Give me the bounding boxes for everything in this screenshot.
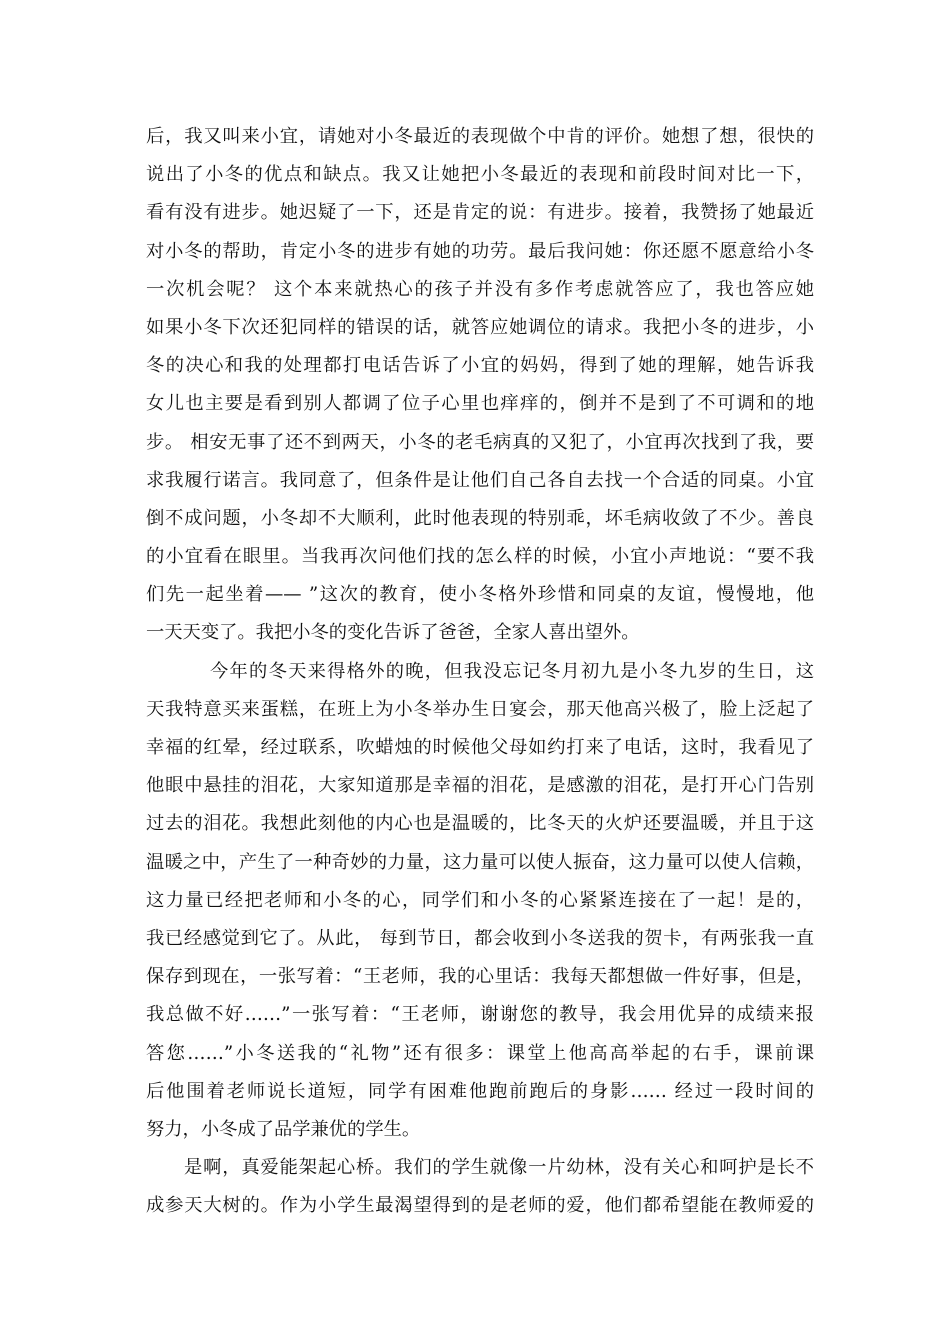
text-line: 今年的冬天来得格外的晚，但我没忘记冬月初九是小冬九岁的生日，这 bbox=[210, 660, 814, 682]
text-line: 说出了小冬的优点和缺点。我又让她把小冬最近的表现和前段时间对比一下， bbox=[146, 164, 814, 186]
text-line: 一天天变了。我把小冬的变化告诉了爸爸，全家人喜出望外。 bbox=[146, 622, 640, 644]
text-line: 步。 相安无事了还不到两天，小冬的老毛病真的又犯了，小宜再次找到了我，要 bbox=[146, 431, 814, 453]
text-line: 过去的泪花。我想此刻他的内心也是温暖的，比冬天的火炉还要温暖，并且于这 bbox=[146, 813, 814, 835]
text-line: 温暖之中，产生了一种奇妙的力量，这力量可以使人振奋，这力量可以使人信赖， bbox=[146, 851, 814, 873]
text-line: 对小冬的帮助，肯定小冬的进步有她的功劳。最后我问她：你还愿不愿意给小冬 bbox=[146, 240, 814, 262]
text-line: 冬的决心和我的处理都打电话告诉了小宜的妈妈，得到了她的理解，她告诉我 bbox=[146, 355, 814, 377]
text-line: 他眼中悬挂的泪花，大家知道那是幸福的泪花，是感激的泪花，是打开心门告别 bbox=[146, 775, 814, 797]
text-line: 后他围着老师说长道短，同学有困难他跑前跑后的身影…… 经过一段时间的 bbox=[146, 1080, 814, 1102]
text-line: 求我履行诺言。我同意了，但条件是让他们自己各自去找一个合适的同桌。小宜 bbox=[146, 469, 814, 491]
text-line: 这力量已经把老师和小冬的心，同学们和小冬的心紧紧连接在了一起！是的， bbox=[146, 889, 814, 911]
text-line: 努力，小冬成了品学兼优的学生。 bbox=[146, 1118, 421, 1140]
text-line: 的小宜看在眼里。当我再次问他们找的怎么样的时候，小宜小声地说：“要不我 bbox=[146, 546, 814, 568]
text-line: 答您……”小冬送我的“礼物”还有很多：课堂上他高高举起的右手，课前课 bbox=[146, 1042, 814, 1064]
paragraph-3 bbox=[146, 1149, 814, 1225]
text-line: 倒不成问题，小冬却不大顺利，此时他表现的特别乖，坏毛病收敛了不少。善良 bbox=[146, 507, 814, 529]
text-line: 是啊，真爱能架起心桥。我们的学生就像一片幼林，没有关心和呵护是长不 bbox=[184, 1157, 814, 1179]
text-line: 幸福的红晕，经过联系，吹蜡烛的时候他父母如约打来了电话，这时，我看见了 bbox=[146, 737, 814, 758]
text-line: 一次机会呢？ 这个本来就热心的孩子并没有多作考虑就答应了，我也答应她 bbox=[146, 278, 814, 300]
text-line: 看有没有进步。她迟疑了一下，还是肯定的说：有进步。接着，我赞扬了她最近 bbox=[146, 202, 814, 224]
text-line: 女儿也主要是看到别人都调了位子心里也痒痒的，倒并不是到了不可调和的地 bbox=[146, 393, 814, 415]
text-line: 天我特意买来蛋糕，在班上为小冬举办生日宴会，那天他高兴极了，脸上泛起了 bbox=[146, 698, 814, 720]
text-line: 成参天大树的。作为小学生最渴望得到的是老师的爱，他们都希望能在教师爱的 bbox=[146, 1195, 814, 1217]
text-line: 我总做不好……”一张写着：“王老师，谢谢您的教导，我会用优异的成绩来报 bbox=[146, 1004, 814, 1026]
document-body bbox=[146, 118, 814, 1225]
text-line: 们先一起坐着—— ”这次的教育，使小冬格外珍惜和同桌的友谊，慢慢地，他 bbox=[146, 584, 814, 606]
text-line: 我已经感觉到它了。从此， 每到节日，都会收到小冬送我的贺卡，有两张我一直 bbox=[146, 927, 814, 949]
text-line: 保存到现在，一张写着：“王老师，我的心里话：我每天都想做一件好事，但是， bbox=[146, 966, 814, 988]
paragraph-1 bbox=[146, 118, 814, 653]
text-line: 后，我又叫来小宜，请她对小冬最近的表现做个中肯的评价。她想了想，很快的 bbox=[146, 126, 814, 147]
paragraph-2 bbox=[146, 653, 814, 1149]
text-line: 如果小冬下次还犯同样的错误的话，就答应她调位的请求。我把小冬的进步，小 bbox=[146, 316, 814, 338]
